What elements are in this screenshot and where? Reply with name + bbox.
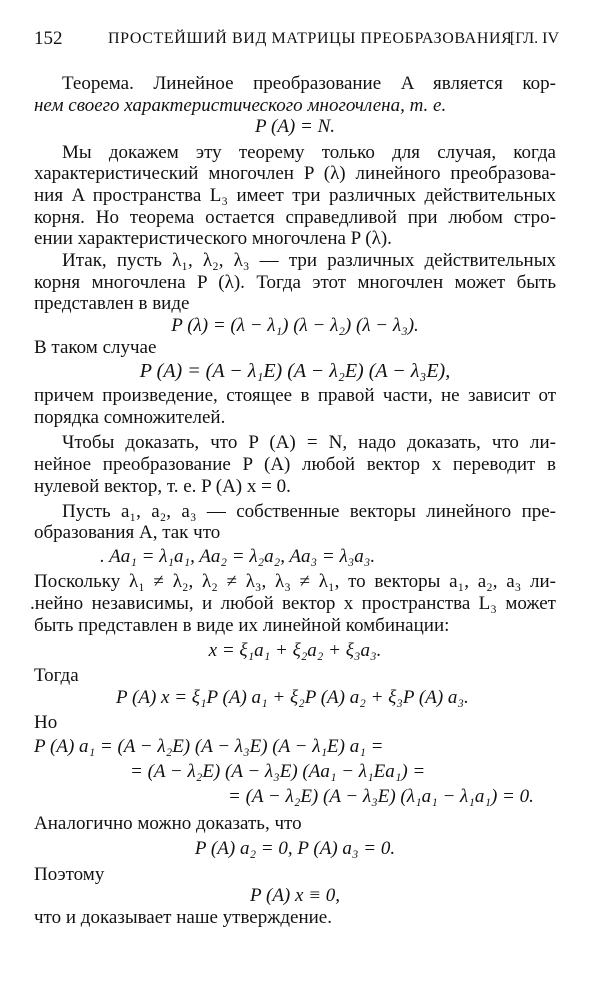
text-line: Итак, пусть λ₁, λ₂, λ₃ — три различных действительных	[62, 249, 556, 271]
text-line: Поскольку λ₁ ≠ λ₂, λ₂ ≠ λ₃, λ₃ ≠ λ₁, то векторы a₁, a₂, a₃ ли-	[34, 571, 556, 593]
text-line: корня многочлена P (λ). Тогда этот многочлен может быть	[34, 271, 556, 293]
text-line: быть представлен в виде их линейной комбинации:	[34, 614, 450, 636]
formula-line: = (A − λ₂E) (A − λ₃E) (λ₁a₁ − λ₁a₁) = 0.	[228, 786, 534, 808]
text-line: характеристический многочлен P (λ) линейного преобразова-	[34, 163, 556, 185]
chapter-label: [ГЛ. IV	[509, 30, 559, 47]
text-line: нем своего характеристического многочлена, т. е.	[34, 94, 447, 116]
text-line: Но	[34, 712, 58, 734]
text-line: образования A, так что	[34, 522, 221, 544]
text-line: Мы докажем эту теорему только для случая, когда	[62, 141, 556, 163]
text-line: ении характеристического многочлена P (λ).	[34, 228, 392, 250]
formula-line: . Aa₁ = λ₁a₁, Aa₂ = λ₂a₂, Aa₃ = λ₃a₃.	[100, 545, 376, 567]
formula-line: P (A) a₂ = 0, P (A) a₃ = 0.	[194, 838, 396, 860]
text-line: Чтобы доказать, что P (A) = N, надо доказать, что ли-	[62, 432, 556, 454]
text-line: В таком случае	[34, 336, 157, 358]
text-line: Теорема. Линейное преобразование A является кор-	[62, 73, 556, 94]
header-title: ПРОСТЕЙШИЙ ВИД МАТРИЦЫ ПРЕОБРАЗОВАНИЯ	[108, 30, 513, 47]
formula-line: P (A) = N.	[254, 116, 336, 138]
text-line: что и доказывает наше утверждение.	[34, 907, 332, 928]
text-line: Тогда	[34, 665, 79, 687]
formula-line: P (A) a₁ = (A − λ₂E) (A − λ₃E) (A − λ₁E) a₁ =	[34, 735, 384, 757]
formula-line: = (A − λ₂E) (A − λ₃E) (Aa₁ − λ₁Ea₁) =	[130, 760, 426, 782]
formula-line: P (A) = (A − λ₁E) (A − λ₂E) (A − λ₃E),	[139, 360, 451, 383]
text-line: Пусть a₁, a₂, a₃ — собственные векторы линейного пре-	[62, 500, 556, 522]
text-line: ния A пространства L₃ имеет три различных действительных	[34, 184, 556, 206]
formula-line: P (λ) = (λ − λ₁) (λ − λ₂) (λ − λ₃).	[171, 314, 419, 336]
text-line: порядка сомножителей.	[34, 406, 226, 428]
text-line: Поэтому	[34, 863, 105, 885]
formula-line: x = ξ₁a₁ + ξ₂a₂ + ξ₃a₃.	[208, 639, 382, 661]
page-number: 152	[34, 28, 63, 49]
text-line: корня. Но теорема остается справедливой при любом стро-	[34, 206, 556, 228]
formula-line: P (A) x = ξ₁P (A) a₁ + ξ₂P (A) a₂ + ξ₃P (A) a₃.	[116, 686, 469, 708]
text-line: нейное преобразование P (A) любой вектор x переводит в	[34, 453, 556, 475]
text-line: нулевой вектор, т. е. P (A) x = 0.	[34, 475, 291, 497]
text-line: представлен в виде	[34, 293, 190, 315]
text-line: .нейно независимы, и любой вектор x пространства L₃ может	[30, 592, 556, 614]
text-line: Аналогично можно доказать, что	[34, 813, 302, 835]
formula-line: P (A) x ≡ 0,	[249, 885, 341, 907]
text-line: причем произведение, стоящее в правой части, не зависит от	[34, 385, 556, 407]
